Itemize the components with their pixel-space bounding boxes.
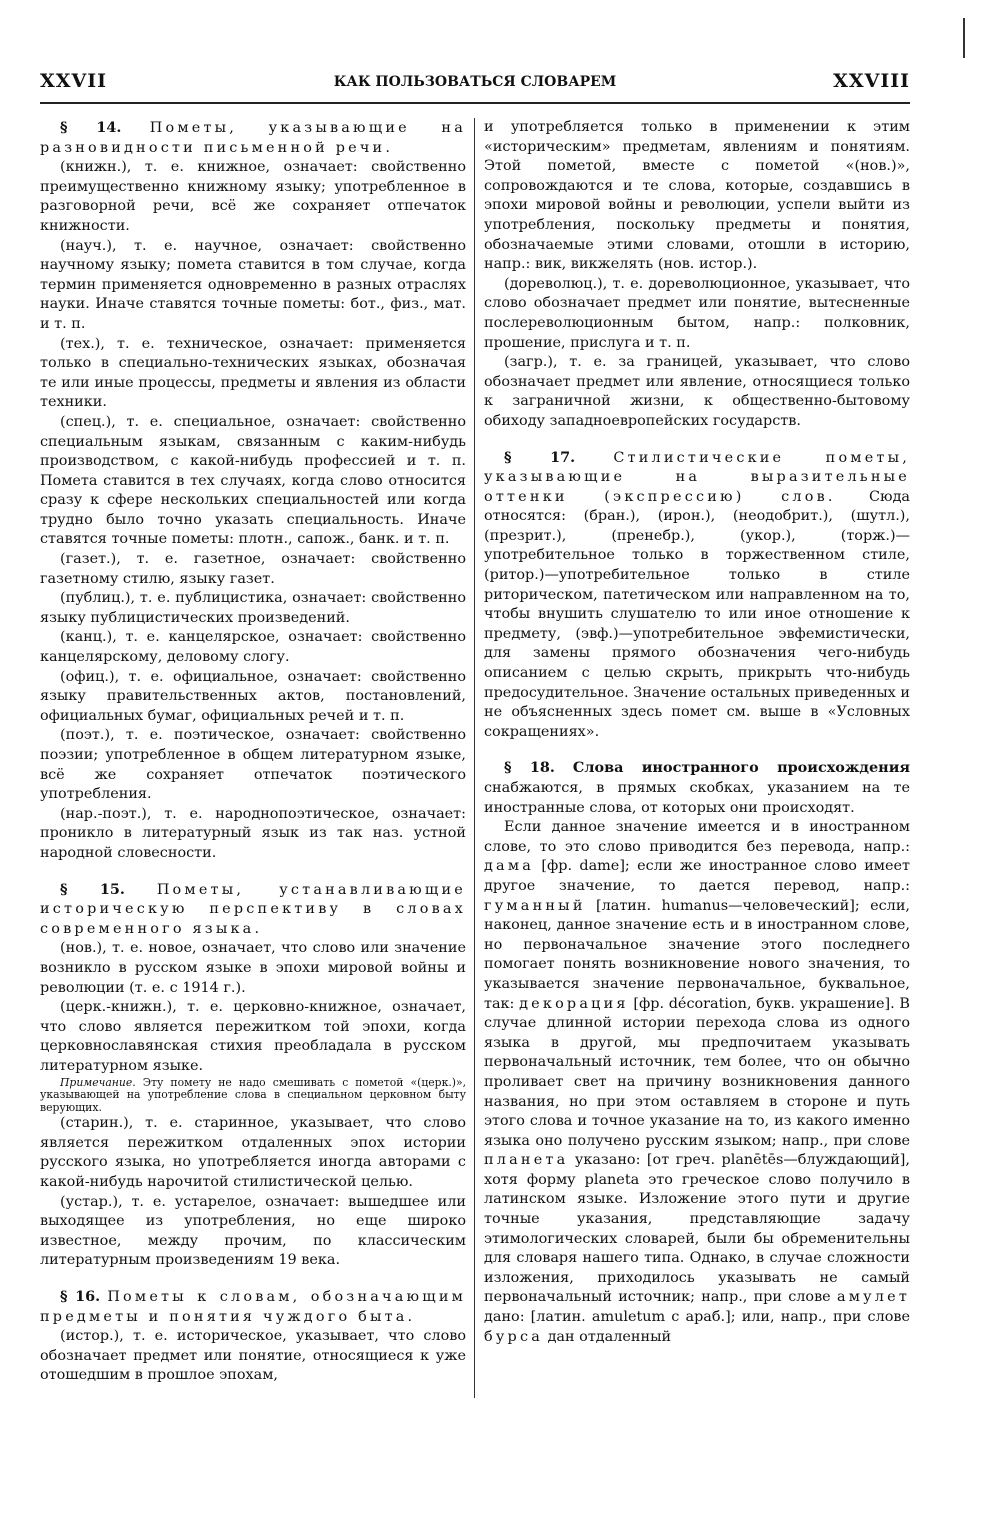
text-run: Если данное значение имеется и в иностранном слове, то это слово приводится без перевода, напр.: [484, 819, 910, 855]
section-number: § 16. [60, 1288, 101, 1306]
section-18-heading [484, 758, 910, 818]
paragraph: (офиц.), т. е. официальное, означает: свойственно языку правительственных актов, постановлений, официальных бумаг, официальных речей и т. п. [40, 668, 466, 724]
text-run: дан отдаленный [547, 1328, 672, 1345]
running-title: КАК ПОЛЬЗОВАТЬСЯ СЛОВАРЕМ [333, 74, 617, 90]
section-17-heading [484, 448, 910, 743]
spaced-word: бурса [484, 1328, 543, 1345]
paragraph: (тех.), т. е. техническое, означает: применяется только в специально-технических языках, обозначая те или иные процессы, предметы и явления из области техники. [40, 335, 466, 411]
section-15-heading [40, 880, 466, 940]
note-text: Эту помету не надо смешивать с пометой «(церк.)», указывающей на употребление слова в специальном церковном быту верующих. [40, 1075, 466, 1114]
paragraph: (публиц.), т. е. публицистика, означает: свойственно языку публицистических произведений. [40, 590, 466, 626]
section-title: Пометы к словам, обозначающим предметы и понятия чуждого быта. [40, 1289, 466, 1325]
page-number-left: XXVII [40, 70, 108, 92]
footnote [40, 1077, 466, 1115]
spaced-word: планета [484, 1152, 569, 1169]
section-title: Стилистические пометы, указывающие на выразительные оттенки (экспрессию) слов. [484, 449, 910, 505]
paragraph [484, 818, 910, 1347]
paragraph: (дореволюц.), т. е. дореволюционное, указывает, что слово обозначает предмет или понятие, вытесненные послереволюционным бытом, напр.: полковник, прошение, прислуга и т. п. [484, 275, 910, 351]
paragraph: (церк.-книжн.), т. е. церковно-книжное, означает, что слово является пережитком той эпохи, когда церковнославянская стихия преобладала в русском литературном языке. [40, 999, 466, 1074]
paragraph: (поэт.), т. е. поэтическое, означает: свойственно поэзии; употребленное в общем литературном языке, всё же сохраняет отпечаток поэтического употребления. [40, 727, 466, 803]
paragraph: (науч.), т. е. научное, означает: свойственно научному языку; помета ставится в том случае, когда термин применяется одновременно в разных отраслях науки. Иначе ставятся точные пометы: бот., физ., мат. и т. п. [40, 237, 466, 332]
text-run: [латин. humanus—человеческий]; если, наконец, данное значение есть и в иностранном слове, но первоначальное значение этого последнего помогает понять возникновение нового значения, то указывается значение первоначальное, буквальное, так: [484, 897, 910, 1012]
spaced-word: декорация [519, 995, 629, 1012]
section-lead: снабжаются, в прямых скобках, указанием на те иностранные слова, от которых они происходят. [484, 780, 910, 816]
text-run: дано: [латин. amuletum с араб.]; или, напр., при слове [484, 1309, 910, 1326]
section-text: Сюда относятся: (бран.), (ирон.), (неодобрит.), (шутл.), (презрит.), (пренебр.), (укор.), (торж.)—употребительное только в торжественном стиле, (ритор.)—употребительное только в стиле риторическом, патетическом или направленном на то, чтобы внушить слушателю то или иное отношение к предмету, (эвф.)—употребительное эвфемистически, для замены прямого обозначения чего-нибудь описанием с целью скрыть, прикрыть что-нибудь предосудительное. Значение остальных приведенных и не объясненных здесь помет см. выше в «Условных сокращениях». [484, 488, 910, 740]
paragraph: (книжн.), т. е. книжное, означает: свойственно преимущественно книжному языку; употребленное в разговорной речи, всё же сохраняет отпечаток книжности. [40, 159, 466, 234]
text-run: [фр. dame]; если же иностранное слово имеет другое значение, то дается перевод, напр.: [484, 858, 910, 894]
paragraph: (спец.), т. е. специальное, означает: свойственно специальным языкам, связанным с каким-нибудь производством, с какой-нибудь профессией и т. п. Помета ставится в тех случаях, когда слово относится сразу к сфере нескольких специальностей или когда трудно было точно указать специальность. Иначе ставятся точные пометы: плотн., сапож., банк. и т. п. [40, 413, 466, 548]
note-label: Примечание. [60, 1075, 136, 1089]
section-title: Пометы, указывающие на разновидности письменной речи. [40, 120, 466, 156]
section-number: § 17. [504, 448, 576, 466]
column-divider [474, 118, 475, 1398]
section-number: § 14. [60, 119, 122, 136]
spaced-word: гуманный [484, 897, 586, 914]
section-title: Пометы, устанавливающие историческую перспективу в словах современного языка. [40, 881, 466, 937]
section-number: § 15. [60, 880, 125, 898]
paragraph: (нов.), т. е. новое, означает, что слово или значение возникло в русском языке в эпохи мировой войны и революции (т. е. с 1914 г.). [40, 940, 466, 996]
paragraph: (истор.), т. е. историческое, указывает, что слово обозначает предмет или понятие, относящиеся к уже отошедшим в прошлое эпохам, [40, 1328, 466, 1384]
left-column [40, 118, 466, 1398]
section-title: Слова иностранного происхождения [572, 759, 910, 777]
page-header [40, 70, 910, 94]
paragraph: (нар.-поэт.), т. е. народнопоэтическое, означает: проникло в литературный язык из так наз. устной народной словесности. [40, 805, 466, 861]
text-run: [фр. décoration, букв. украшение]. В случае длинной истории перехода слова из одного языка в другой, мы предпочитаем указывать первоначальный источник, тем более, что он обычно проливает свет на причину возникновения данного названия, но при этом оставляем в стороне и путь этого слова и точное указание на то, из какого именно языка оно получено русским языком; напр., при слове [484, 995, 910, 1149]
page-number-right: XXVIII [833, 70, 910, 92]
section-14-heading [40, 118, 466, 158]
paragraph: (газет.), т. е. газетное, означает: свойственно газетному стилю, языку газет. [40, 551, 466, 587]
header-rule [40, 102, 910, 104]
paragraph: (устар.), т. е. устарелое, означает: вышедшее или выходящее из употребления, но еще широко известное, между прочим, по классическим литературным произведениям 19 века. [40, 1193, 466, 1269]
paragraph: (канц.), т. е. канцелярское, означает: свойственно канцелярскому, деловому слогу. [40, 629, 466, 666]
paragraph: и употребляется только в применении к этим «историческим» предметам, явлениям и понятиям. Этой пометой, вместе с пометой «(нов.)», сопровождаются и те слова, которые, создавшись в эпохи мировой войны и революции, успели выйти из употребления, поскольку предметы и понятия, обозначаемые этими словами, отошли в историю, напр.: вик, викжелять (нов. истор.). [484, 119, 910, 273]
section-16-heading [40, 1287, 466, 1327]
right-column [484, 118, 910, 1398]
spaced-word: дама [484, 858, 535, 875]
spaced-word: амулет [836, 1289, 910, 1306]
scan-edge-mark [963, 18, 965, 58]
paragraph: (старин.), т. е. старинное, указывает, что слово является пережитком отдаленных эпох истории русского языка, но употребляется иногда авторами с какой-нибудь нарочитой стилистической целью. [40, 1115, 466, 1191]
section-number: § 18. [504, 759, 555, 777]
paragraph: (загр.), т. е. за границей, указывает, что слово обозначает предмет или явление, относящиеся только к заграничной жизни, к общественно-бытовому обиходу западноевропейских государств. [484, 354, 910, 429]
text-run: указано: [от греч. planētēs—блуждающий], хотя форму planeta это греческое слово получило в латинском языке. Изложение этого пути и другие точные указания, представляющие задачу этимологических словарей, были бы обременительны для словаря нашего типа. Однако, в случае сложности изложения, приходилось указывать не самый первоначальный источник; напр., при слове [484, 1152, 910, 1306]
